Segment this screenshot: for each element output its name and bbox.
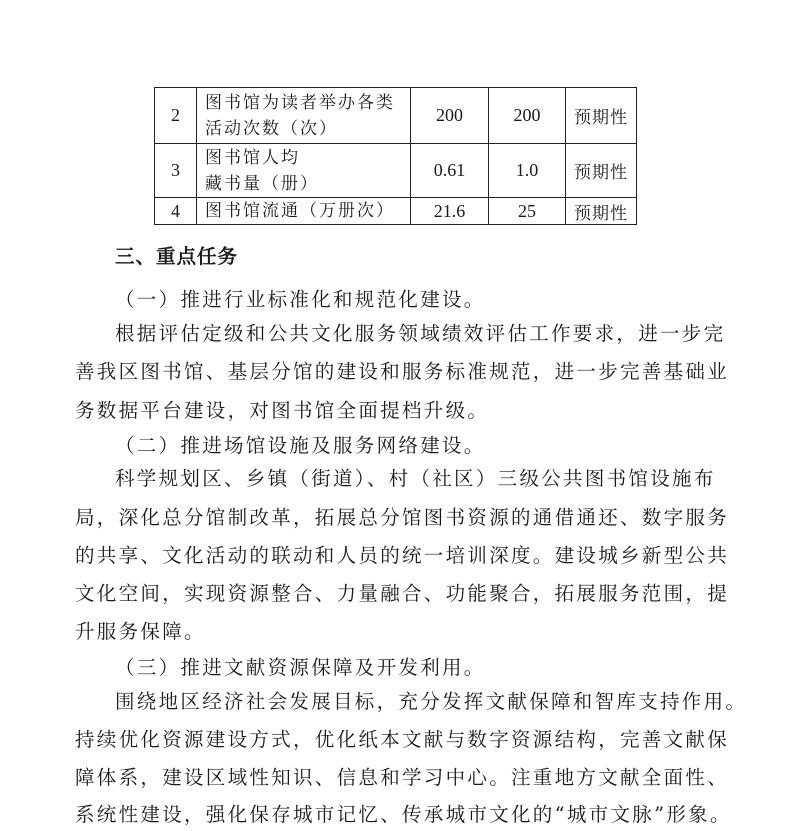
row-number: 2 [155, 88, 197, 144]
paragraph-line: 科学规划区、乡镇（街道）、村（社区）三级公共图书馆设施布 [115, 467, 716, 490]
indicator-name-line: 藏书量（册） [205, 173, 319, 194]
row-number: 3 [155, 144, 197, 198]
paragraph-line: 文化空间，实现资源整合、力量融合、功能聚合，拓展服务范围，提 [75, 582, 730, 605]
base-value: 0.61 [411, 144, 489, 198]
indicator-name [197, 198, 411, 225]
table-row [155, 88, 637, 144]
paragraph-line: 围绕地区经济社会发展目标，充分发挥文献保障和智库支持作用。 [115, 690, 748, 713]
indicator-table [154, 87, 637, 225]
table-row [155, 198, 637, 225]
indicator-type: 预期性 [566, 144, 637, 198]
paragraph-line: 局，深化总分馆制改革，拓展总分馆图书资源的通借通还、数字服务 [75, 506, 730, 529]
subsection-title: （二）推进场馆设施及服务网络建设。 [115, 434, 486, 457]
table-row [155, 144, 637, 198]
paragraph-line: 障体系，建设区域性知识、信息和学习中心。注重地方文献全面性、 [75, 766, 730, 789]
indicator-name-line: 活动次数（次） [205, 118, 338, 139]
paragraph-line: 根据评估定级和公共文化服务领域绩效评估工作要求，进一步完 [115, 322, 726, 345]
indicator-name-line: 图书馆人均 [205, 147, 300, 168]
paragraph-line: 系统性建设，强化保存城市记忆、传承城市文化的“城市文脉”形象。 [75, 803, 732, 826]
paragraph-line: 持续优化资源建设方式，优化纸本文献与数字资源结构，完善文献保 [75, 728, 730, 751]
base-value: 21.6 [411, 198, 489, 225]
indicator-type: 预期性 [566, 198, 637, 225]
section-heading: 三、重点任务 [115, 245, 239, 268]
base-value: 200 [411, 88, 489, 144]
subsection-title: （三）推进文献资源保障及开发利用。 [115, 656, 486, 679]
paragraph-line: 善我区图书馆、基层分馆的建设和服务标准规范，进一步完善基础业 [75, 360, 730, 383]
paragraph-line: 的共享、文化活动的联动和人员的统一培训深度。建设城乡新型公共 [75, 544, 730, 567]
target-value: 200 [489, 88, 566, 144]
indicator-name [197, 144, 411, 198]
target-value: 1.0 [489, 144, 566, 198]
indicator-name [197, 88, 411, 144]
target-value: 25 [489, 198, 566, 225]
paragraph-line: 务数据平台建设，对图书馆全面提档升级。 [75, 399, 490, 422]
paragraph-line: 升服务保障。 [75, 620, 206, 643]
indicator-name-line: 图书馆流通（万册次） [205, 201, 395, 221]
indicator-name-line: 图书馆为读者举办各类 [205, 92, 395, 113]
row-number: 4 [155, 198, 197, 225]
indicator-type: 预期性 [566, 88, 637, 144]
subsection-title: （一）推进行业标准化和规范化建设。 [115, 288, 486, 311]
